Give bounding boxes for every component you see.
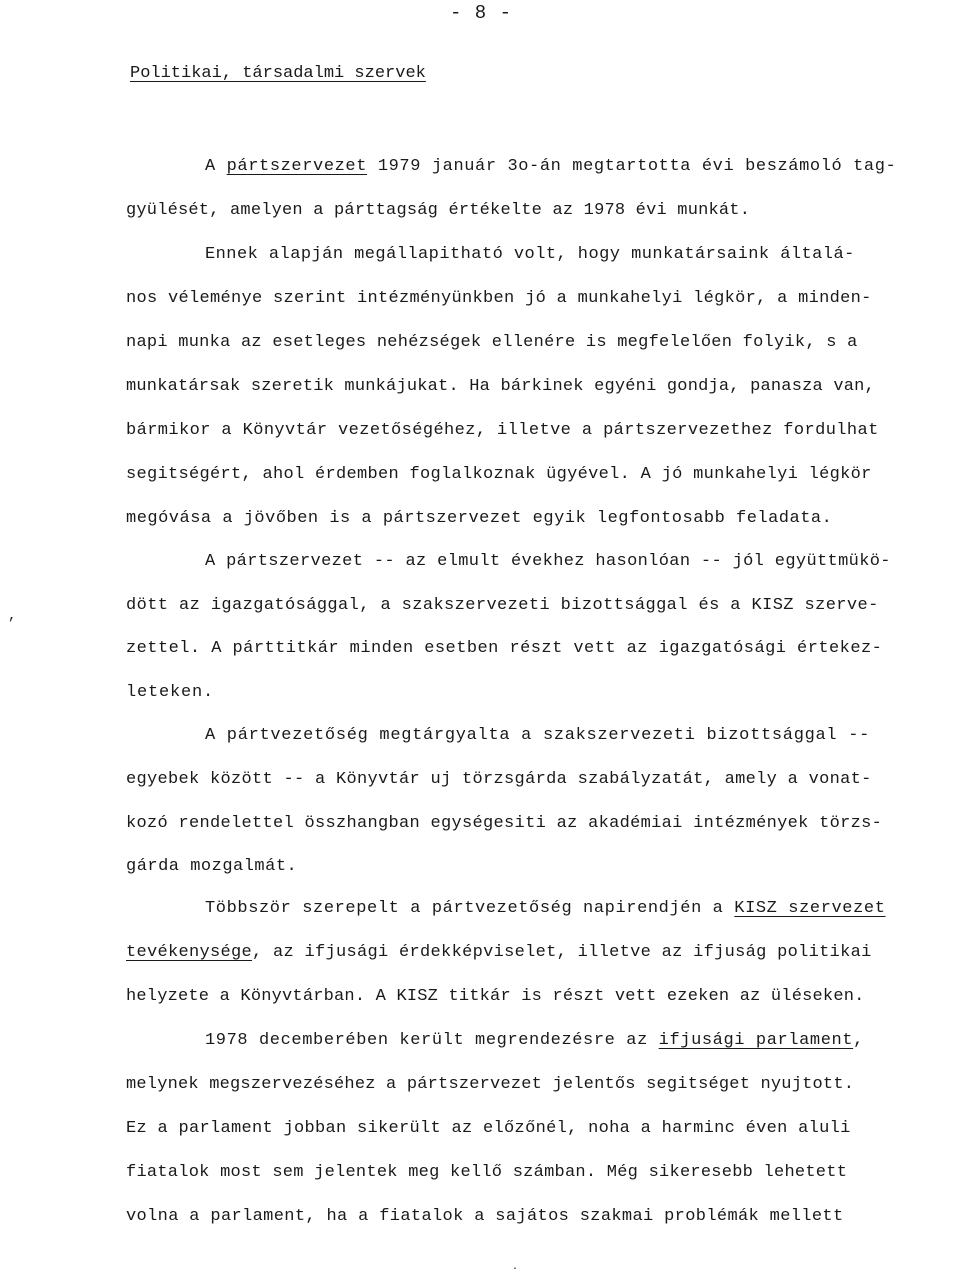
text-line: [126, 465, 872, 485]
footer-mark: .: [512, 1262, 519, 1273]
line-text: segitségért, ahol érdemben foglalkoznak ügyével. A jó munkahelyi légkör: [126, 465, 872, 484]
underlined-text: KISZ szervezet: [734, 899, 886, 918]
line-text: leteken.: [126, 683, 215, 702]
line-text: gyülését, amelyen a párttagság értékelte az 1978 évi munkát.: [126, 201, 751, 220]
text-line: [126, 814, 882, 834]
text-line: [205, 245, 855, 265]
line-text: bármikor a Könyvtár vezetőségéhez, illetve a pártszervezethez fordulhat: [126, 421, 879, 440]
line-text: A pártszervezet -- az elmult évekhez hasonlóan -- jól együttmükö-: [205, 552, 891, 571]
text-line: [126, 770, 872, 790]
text-line: [126, 377, 875, 397]
line-text: helyzete a Könyvtárban. A KISZ titkár is részt vett ezeken az üléseken.: [126, 987, 865, 1006]
underlined-text: ifjusági parlament: [658, 1031, 854, 1050]
line-text: napi munka az esetleges nehézségek ellenére is megfelelően folyik, s a: [126, 333, 858, 352]
line-text: megóvása a jövőben is a pártszervezet egyik legfontosabb feladata.: [126, 509, 833, 528]
page-number: - 8 -: [450, 2, 513, 24]
text-line: [126, 943, 872, 963]
line-text: A pártvezetőség megtárgyalta a szakszervezeti bizottsággal --: [205, 726, 871, 745]
line-text: munkatársak szeretik munkájukat. Ha bárkinek egyéni gondja, panasza van,: [126, 377, 875, 396]
margin-mark: ,: [8, 608, 17, 624]
text-line: [126, 201, 750, 221]
line-text: A: [205, 157, 227, 176]
line-text: melynek megszervezéséhez a pártszervezet jelentős segitséget nyujtott.: [126, 1075, 855, 1094]
underlined-text: pártszervezet: [226, 157, 368, 176]
text-line: [126, 421, 879, 441]
text-line: [126, 683, 214, 703]
line-text: 1978 decemberében került megrendezésre az: [205, 1031, 659, 1050]
line-text: egyebek között -- a Könyvtár uj törzsgárda szabályzatát, amely a vonat-: [126, 770, 872, 789]
line-text-tail: 1979 január 3o-án megtartotta évi beszámoló tag-: [367, 157, 897, 176]
text-line: [126, 1207, 844, 1227]
text-line: [126, 639, 882, 659]
text-line: [126, 333, 858, 353]
text-line: [205, 726, 870, 746]
line-text: nos véleménye szerint intézményünkben jó a munkahelyi légkör, a minden-: [126, 289, 872, 308]
section-heading: Politikai, társadalmi szervek: [130, 64, 426, 83]
text-line: [205, 157, 896, 177]
text-line: [126, 1075, 854, 1095]
line-text-tail: ,: [853, 1031, 864, 1050]
line-text: Többször szerepelt a pártvezetőség napirendjén a: [205, 899, 735, 918]
line-text: gárda mozgalmát.: [126, 857, 298, 876]
line-text: fiatalok most sem jelentek meg kellő számban. Még sikeresebb lehetett: [126, 1163, 848, 1182]
line-text: Ennek alapján megállapitható volt, hogy munkatársaink általá-: [205, 245, 855, 264]
text-line: [126, 509, 832, 529]
text-line: [205, 899, 886, 919]
line-text: zettel. A párttitkár minden esetben részt vett az igazgatósági értekez-: [126, 639, 883, 658]
line-text: dött az igazgatósággal, a szakszervezeti bizottsággal és a KISZ szerve-: [126, 596, 879, 615]
line-text: Ez a parlament jobban sikerült az előzőnél, noha a harminc éven aluli: [126, 1119, 851, 1138]
text-line: [126, 857, 297, 877]
text-line: [126, 289, 872, 309]
line-text-tail: , az ifjusági érdekképviselet, illetve az ifjuság politikai: [252, 943, 872, 962]
text-line: [126, 1163, 847, 1183]
text-line: [126, 987, 865, 1007]
text-line: [205, 1031, 864, 1051]
line-text: volna a parlament, ha a fiatalok a sajátos szakmai problémák mellett: [126, 1207, 844, 1226]
text-line: [126, 596, 879, 616]
line-text: kozó rendelettel összhangban egységesiti az akadémiai intézmények törzs-: [126, 814, 883, 833]
text-line: [205, 552, 891, 572]
text-line: [126, 1119, 851, 1139]
underlined-text: tevékenysége: [126, 943, 253, 962]
